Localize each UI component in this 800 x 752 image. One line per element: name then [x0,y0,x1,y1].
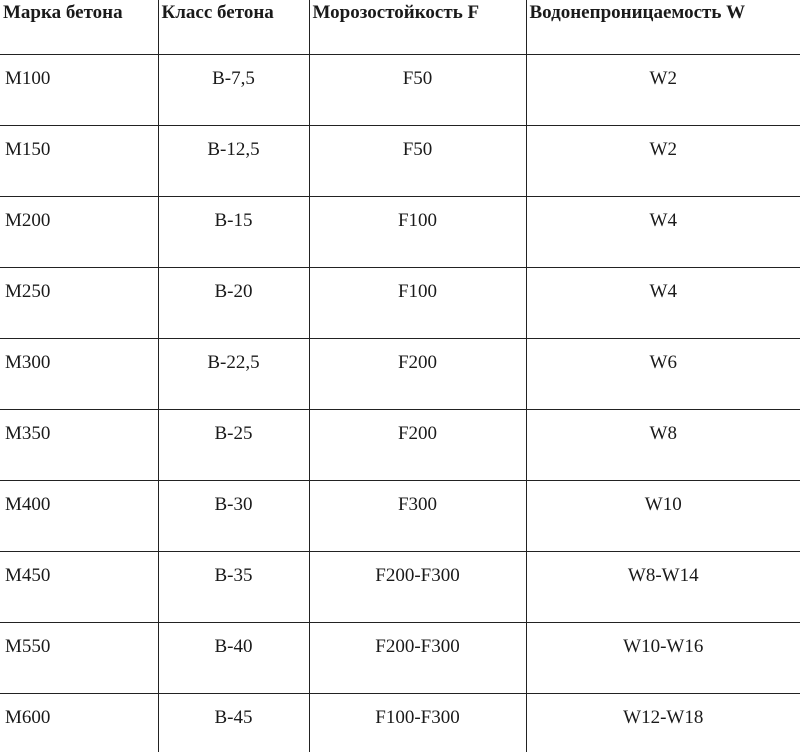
cell-water: W10 [526,481,800,552]
header-grade: Марка бетона [0,0,158,55]
cell-class: В-22,5 [158,339,309,410]
cell-frost: F200 [309,410,526,481]
cell-class: В-40 [158,623,309,694]
cell-grade: М350 [0,410,158,481]
cell-frost: F200 [309,339,526,410]
table-row [0,481,800,552]
table-row [0,268,800,339]
cell-grade: М100 [0,55,158,126]
cell-class: В-7,5 [158,55,309,126]
table-row [0,410,800,481]
cell-frost: F100-F300 [309,694,526,752]
table-row [0,552,800,623]
cell-class: В-12,5 [158,126,309,197]
table-header [0,0,800,55]
cell-frost: F50 [309,55,526,126]
cell-frost: F100 [309,268,526,339]
cell-frost: F200-F300 [309,623,526,694]
cell-grade: М250 [0,268,158,339]
header-class: Класс бетона [158,0,309,55]
cell-frost: F50 [309,126,526,197]
cell-water: W4 [526,268,800,339]
cell-class: В-20 [158,268,309,339]
cell-class: В-15 [158,197,309,268]
cell-class: В-35 [158,552,309,623]
table-row [0,55,800,126]
cell-water: W8-W14 [526,552,800,623]
cell-grade: М300 [0,339,158,410]
cell-frost: F100 [309,197,526,268]
cell-class: В-30 [158,481,309,552]
cell-grade: М200 [0,197,158,268]
cell-grade: М450 [0,552,158,623]
table-row [0,694,800,752]
table-row [0,197,800,268]
cell-grade: М400 [0,481,158,552]
cell-frost: F300 [309,481,526,552]
header-frost-resistance: Морозостойкость F [309,0,526,55]
cell-water: W2 [526,126,800,197]
table-body [0,55,800,752]
table-row [0,339,800,410]
table-row [0,623,800,694]
cell-water: W4 [526,197,800,268]
table-row [0,126,800,197]
cell-grade: М150 [0,126,158,197]
header-row [0,0,800,55]
cell-grade: М600 [0,694,158,752]
cell-water: W10-W16 [526,623,800,694]
cell-water: W2 [526,55,800,126]
cell-class: В-45 [158,694,309,752]
cell-water: W6 [526,339,800,410]
header-water-resistance: Водонепроницаемость W [526,0,800,55]
cell-class: В-25 [158,410,309,481]
cell-water: W12-W18 [526,694,800,752]
cell-frost: F200-F300 [309,552,526,623]
cell-water: W8 [526,410,800,481]
cell-grade: М550 [0,623,158,694]
